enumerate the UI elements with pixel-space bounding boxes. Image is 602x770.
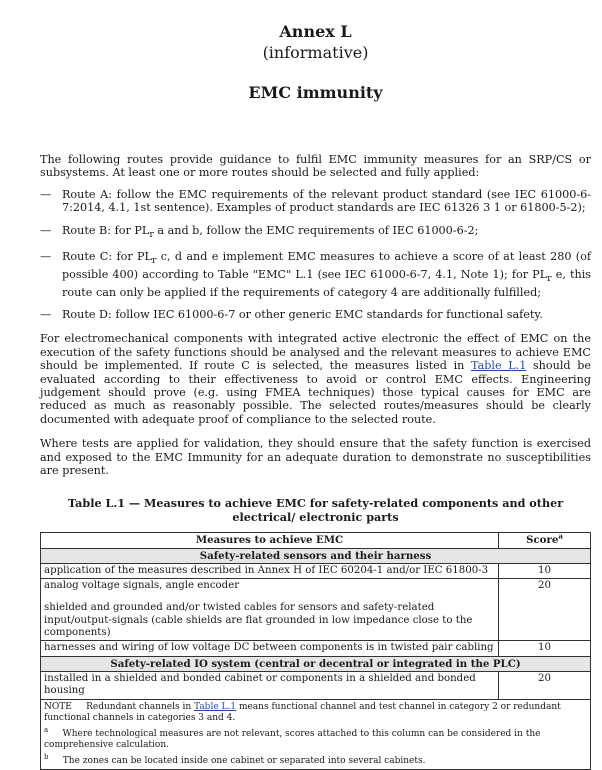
- measure-text: analog voltage signals, angle encoder: [44, 580, 240, 592]
- table-caption: Table L.1 — Measures to achieve EMC for safety-related components and other electrical/ electronic parts: [67, 496, 564, 524]
- header-measures: Measures to achieve EMC: [41, 533, 499, 548]
- score-cell: 20: [499, 671, 591, 699]
- table-l1-link[interactable]: Table L.1: [470, 359, 527, 373]
- footnote-mark: b: [44, 752, 49, 761]
- intro-paragraph: The following routes provide guidance to fulfil EMC immunity measures for an SRP/CS or subsystems. At least one or more routes should be selected and fully applied:: [40, 153, 591, 180]
- section-row-sensors: [41, 548, 591, 563]
- header-score: [499, 533, 591, 548]
- annex-heading: EMC immunity: [248, 83, 383, 102]
- para2-text-end: should be evaluated according to their effectiveness to avoid or control EMC effects. Engineering judgement should prove (e.g. using FMEA techniques) those typical causes for EMC are reduced as much as reasonably possible. The selected routes/measures should be clearly documented with adequate proof of compliance to the selected route.: [40, 359, 591, 426]
- table-row: [41, 579, 591, 641]
- electromechanical-paragraph: [40, 332, 591, 426]
- measure-text: shielded and grounded and/or twisted cables for sensors and safety-related input/output-signals (cable shields are flat grounded in low impedance close to the components): [44, 602, 473, 639]
- footnote-text: Where technological measures are not relevant, scores attached to this column can be considered in the comprehensive calculation.: [44, 728, 541, 751]
- measure-cell: [41, 579, 499, 641]
- measure-cell: application of the measures described in Annex H of IEC 60204-1 and/or IEC 61800-3: [41, 563, 499, 578]
- section-io: Safety-related IO system (central or decentral or integrated in the PLC): [41, 656, 591, 671]
- route-a: [40, 188, 591, 215]
- section-row-io: [41, 656, 591, 671]
- score-cell: 10: [499, 563, 591, 578]
- route-a-text: Route A: follow the EMC requirements of the relevant product standard (see IEC 61000-6-7:2014, 4.1, 1st sentence). Examples of product standards are IEC 61326 3 1 or 61800-5-2);: [62, 187, 591, 215]
- route-b-text: Route B: for PL: [62, 223, 150, 237]
- footnote-text: The zones can be located inside one cabinet or separated into several cabinets.: [62, 755, 426, 766]
- list-dash: —: [40, 307, 52, 321]
- route-list: [40, 188, 591, 322]
- footnote-mark: a: [44, 725, 49, 734]
- spacer: [44, 592, 495, 602]
- route-b: [40, 224, 591, 242]
- table-notes: [41, 699, 591, 770]
- annex-status: (informative): [262, 43, 369, 62]
- note-text: Redundant channels in: [86, 701, 195, 712]
- route-c-text-end: e, this route can only be applied if the requirements of category 4 are additionally fulfilled;: [62, 267, 592, 299]
- table-row: [41, 563, 591, 578]
- table-l1-link[interactable]: Table L.1: [194, 701, 237, 712]
- route-c-text-mid: c, d and e implement EMC measures to achieve a score of at least 280 (of possible 400) according to Table "EMC" L.1 (see IEC 61000-6-7, 4.1, Note 1); for PL: [62, 250, 591, 281]
- route-c-text: Route C: for PL: [62, 250, 152, 264]
- document-page: [40, 22, 591, 770]
- header-score-label: Score: [526, 534, 559, 547]
- route-b-text-end: a and b, follow the EMC requirements of IEC 61000-6-2;: [153, 223, 479, 237]
- pl-subscript: r: [149, 228, 154, 240]
- validation-paragraph: Where tests are applied for validation, they should ensure that the safety function is exercised and exposed to the EMC Immunity for an adequate duration to demonstrate no susceptibilities are present.: [40, 437, 591, 478]
- section-sensors: Safety-related sensors and their harness: [41, 548, 591, 563]
- measure-cell: harnesses and wiring of low voltage DC between components is in twisted pair cabling: [41, 641, 499, 656]
- score-cell: 20: [499, 579, 591, 641]
- route-d-text: Route D: follow IEC 61000-6-7 or other generic EMC standards for functional safety.: [62, 307, 543, 321]
- pl-subscript: r: [151, 255, 157, 267]
- emc-measures-table: [40, 532, 591, 770]
- table-row: [41, 641, 591, 656]
- footnote-a: [44, 725, 587, 752]
- note-label: NOTE: [44, 701, 72, 712]
- pl-subscript: r: [547, 273, 552, 285]
- annex-title: Annex L: [279, 22, 352, 41]
- list-dash: —: [40, 223, 52, 237]
- table-row: [41, 671, 591, 699]
- table-note: [44, 702, 587, 725]
- footnote-ref-a: a: [558, 531, 563, 541]
- measure-cell: installed in a shielded and bonded cabinet or components in a shielded and bonded housing: [41, 671, 499, 699]
- score-cell: 10: [499, 641, 591, 656]
- route-c: [40, 250, 591, 299]
- para2-text: For electromechanical components with integrated active electronic the effect of EMC on the execution of the safety functions should be analysed and the relevant measures to achieve EMC should be implemented. If route C is selected, the measures listed in: [40, 332, 591, 373]
- list-dash: —: [40, 250, 52, 264]
- route-d: [40, 308, 591, 321]
- table-footer-row: [41, 699, 591, 770]
- table-header-row: [41, 533, 591, 548]
- note-text-end: means functional channel and test channel in category 2 or redundant functional channels in categories 3 and 4.: [44, 701, 561, 724]
- list-dash: —: [40, 187, 52, 201]
- footnote-b: [44, 752, 587, 768]
